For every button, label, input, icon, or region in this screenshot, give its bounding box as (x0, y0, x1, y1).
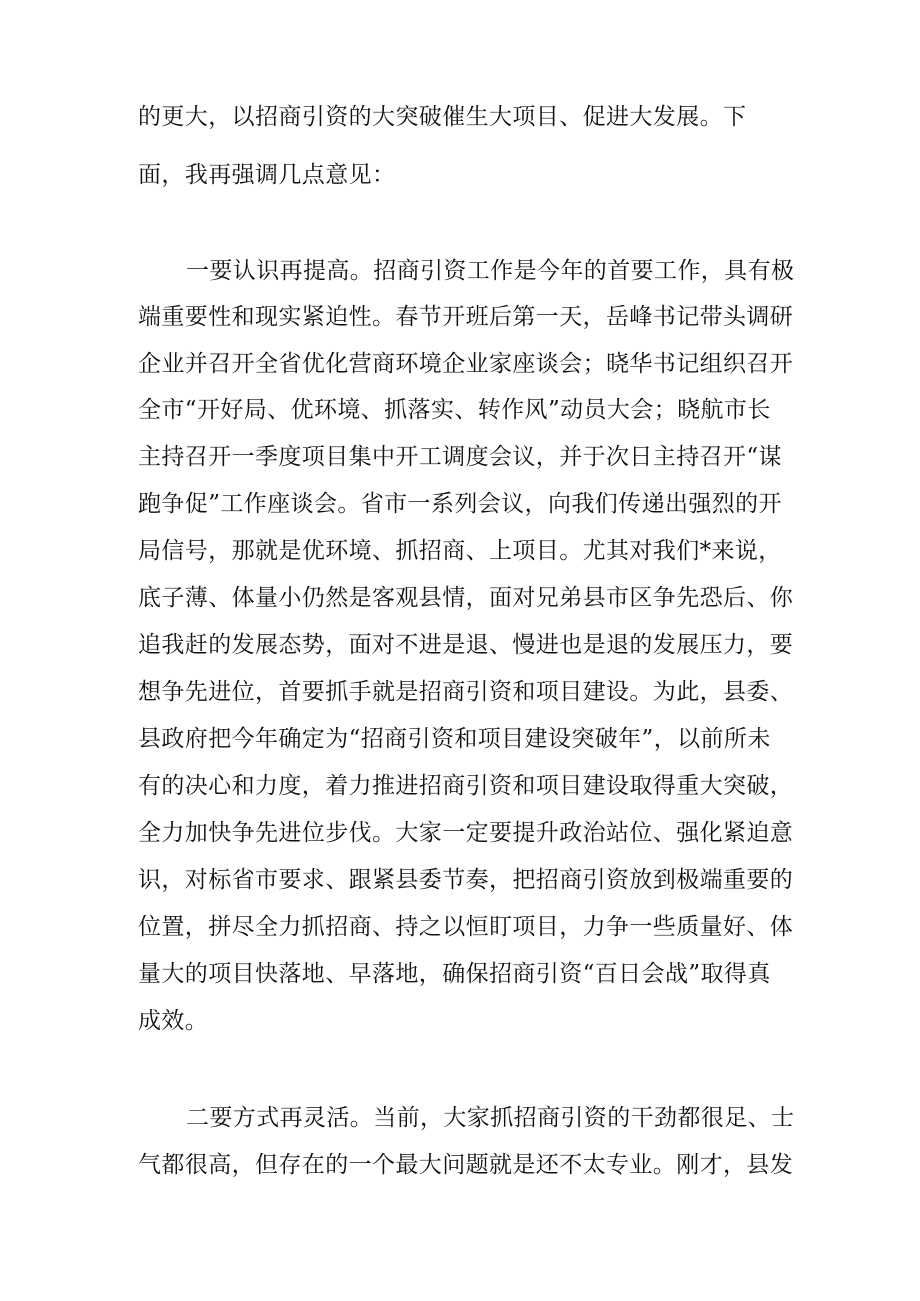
paragraph1-line-1: 一要认识再提高。招商引资工作是今年的首要工作，具有极 (186, 258, 795, 284)
intro-line-2: 面，我再强调几点意见： (138, 162, 396, 188)
paragraph1-line-12: 有的决心和力度，着力推进招商引资和项目建设取得重大突破， (138, 773, 794, 799)
paragraph1-line-4: 全市“开好局、优环境、抓落实、转作风”动员大会；晓航市长 (138, 397, 771, 423)
paragraph1-line-11: 县政府把今年确定为“招商引资和项目建设突破年”，以前所未 (138, 726, 771, 752)
intro-line-1: 的更大，以招商引资的大突破催生大项目、促进大发展。下 (138, 104, 747, 130)
paragraph1-line-16: 量大的项目快落地、早落地，确保招商引资“百日会战”取得真 (138, 961, 771, 987)
paragraph2-line-1: 二要方式再灵活。当前，大家抓招商引资的干劲都很足、士 (186, 1105, 795, 1131)
paragraph1-line-17: 成效。 (138, 1008, 209, 1034)
paragraph1-line-15: 位置，拼尽全力抓招商、持之以恒盯项目，力争一些质量好、体 (138, 914, 794, 940)
paragraph1-line-14: 识，对标省市要求、跟紧县委节奏，把招商引资放到极端重要的 (138, 867, 794, 893)
paragraph1-line-10: 想争先进位，首要抓手就是招商引资和项目建设。为此，县委、 (138, 679, 794, 705)
paragraph1-line-8: 底子薄、体量小仍然是客观县情，面对兄弟县市区争先恐后、你 (138, 585, 794, 611)
paragraph1-line-5: 主持召开一季度项目集中开工调度会议，并于次日主持召开“谋 (138, 444, 782, 470)
paragraph1-line-7: 局信号，那就是优环境、抓招商、上项目。尤其对我们*来说， (138, 538, 782, 564)
paragraph1-line-9: 追我赶的发展态势，面对不进是退、慢进也是退的发展压力，要 (138, 632, 794, 658)
paragraph1-line-6: 跑争促”工作座谈会。省市一系列会议，向我们传递出强烈的开 (138, 491, 782, 517)
paragraph1-line-2: 端重要性和现实紧迫性。春节开班后第一天，岳峰书记带头调研 (138, 304, 794, 330)
paragraph2-line-2: 气都很高，但存在的一个最大问题就是还不太专业。刚才，县发 (138, 1152, 794, 1178)
paragraph1-line-13: 全力加快争先进位步伐。大家一定要提升政治站位、强化紧迫意 (138, 820, 794, 846)
paragraph1-line-3: 企业并召开全省优化营商环境企业家座谈会；晓华书记组织召开 (138, 351, 794, 377)
